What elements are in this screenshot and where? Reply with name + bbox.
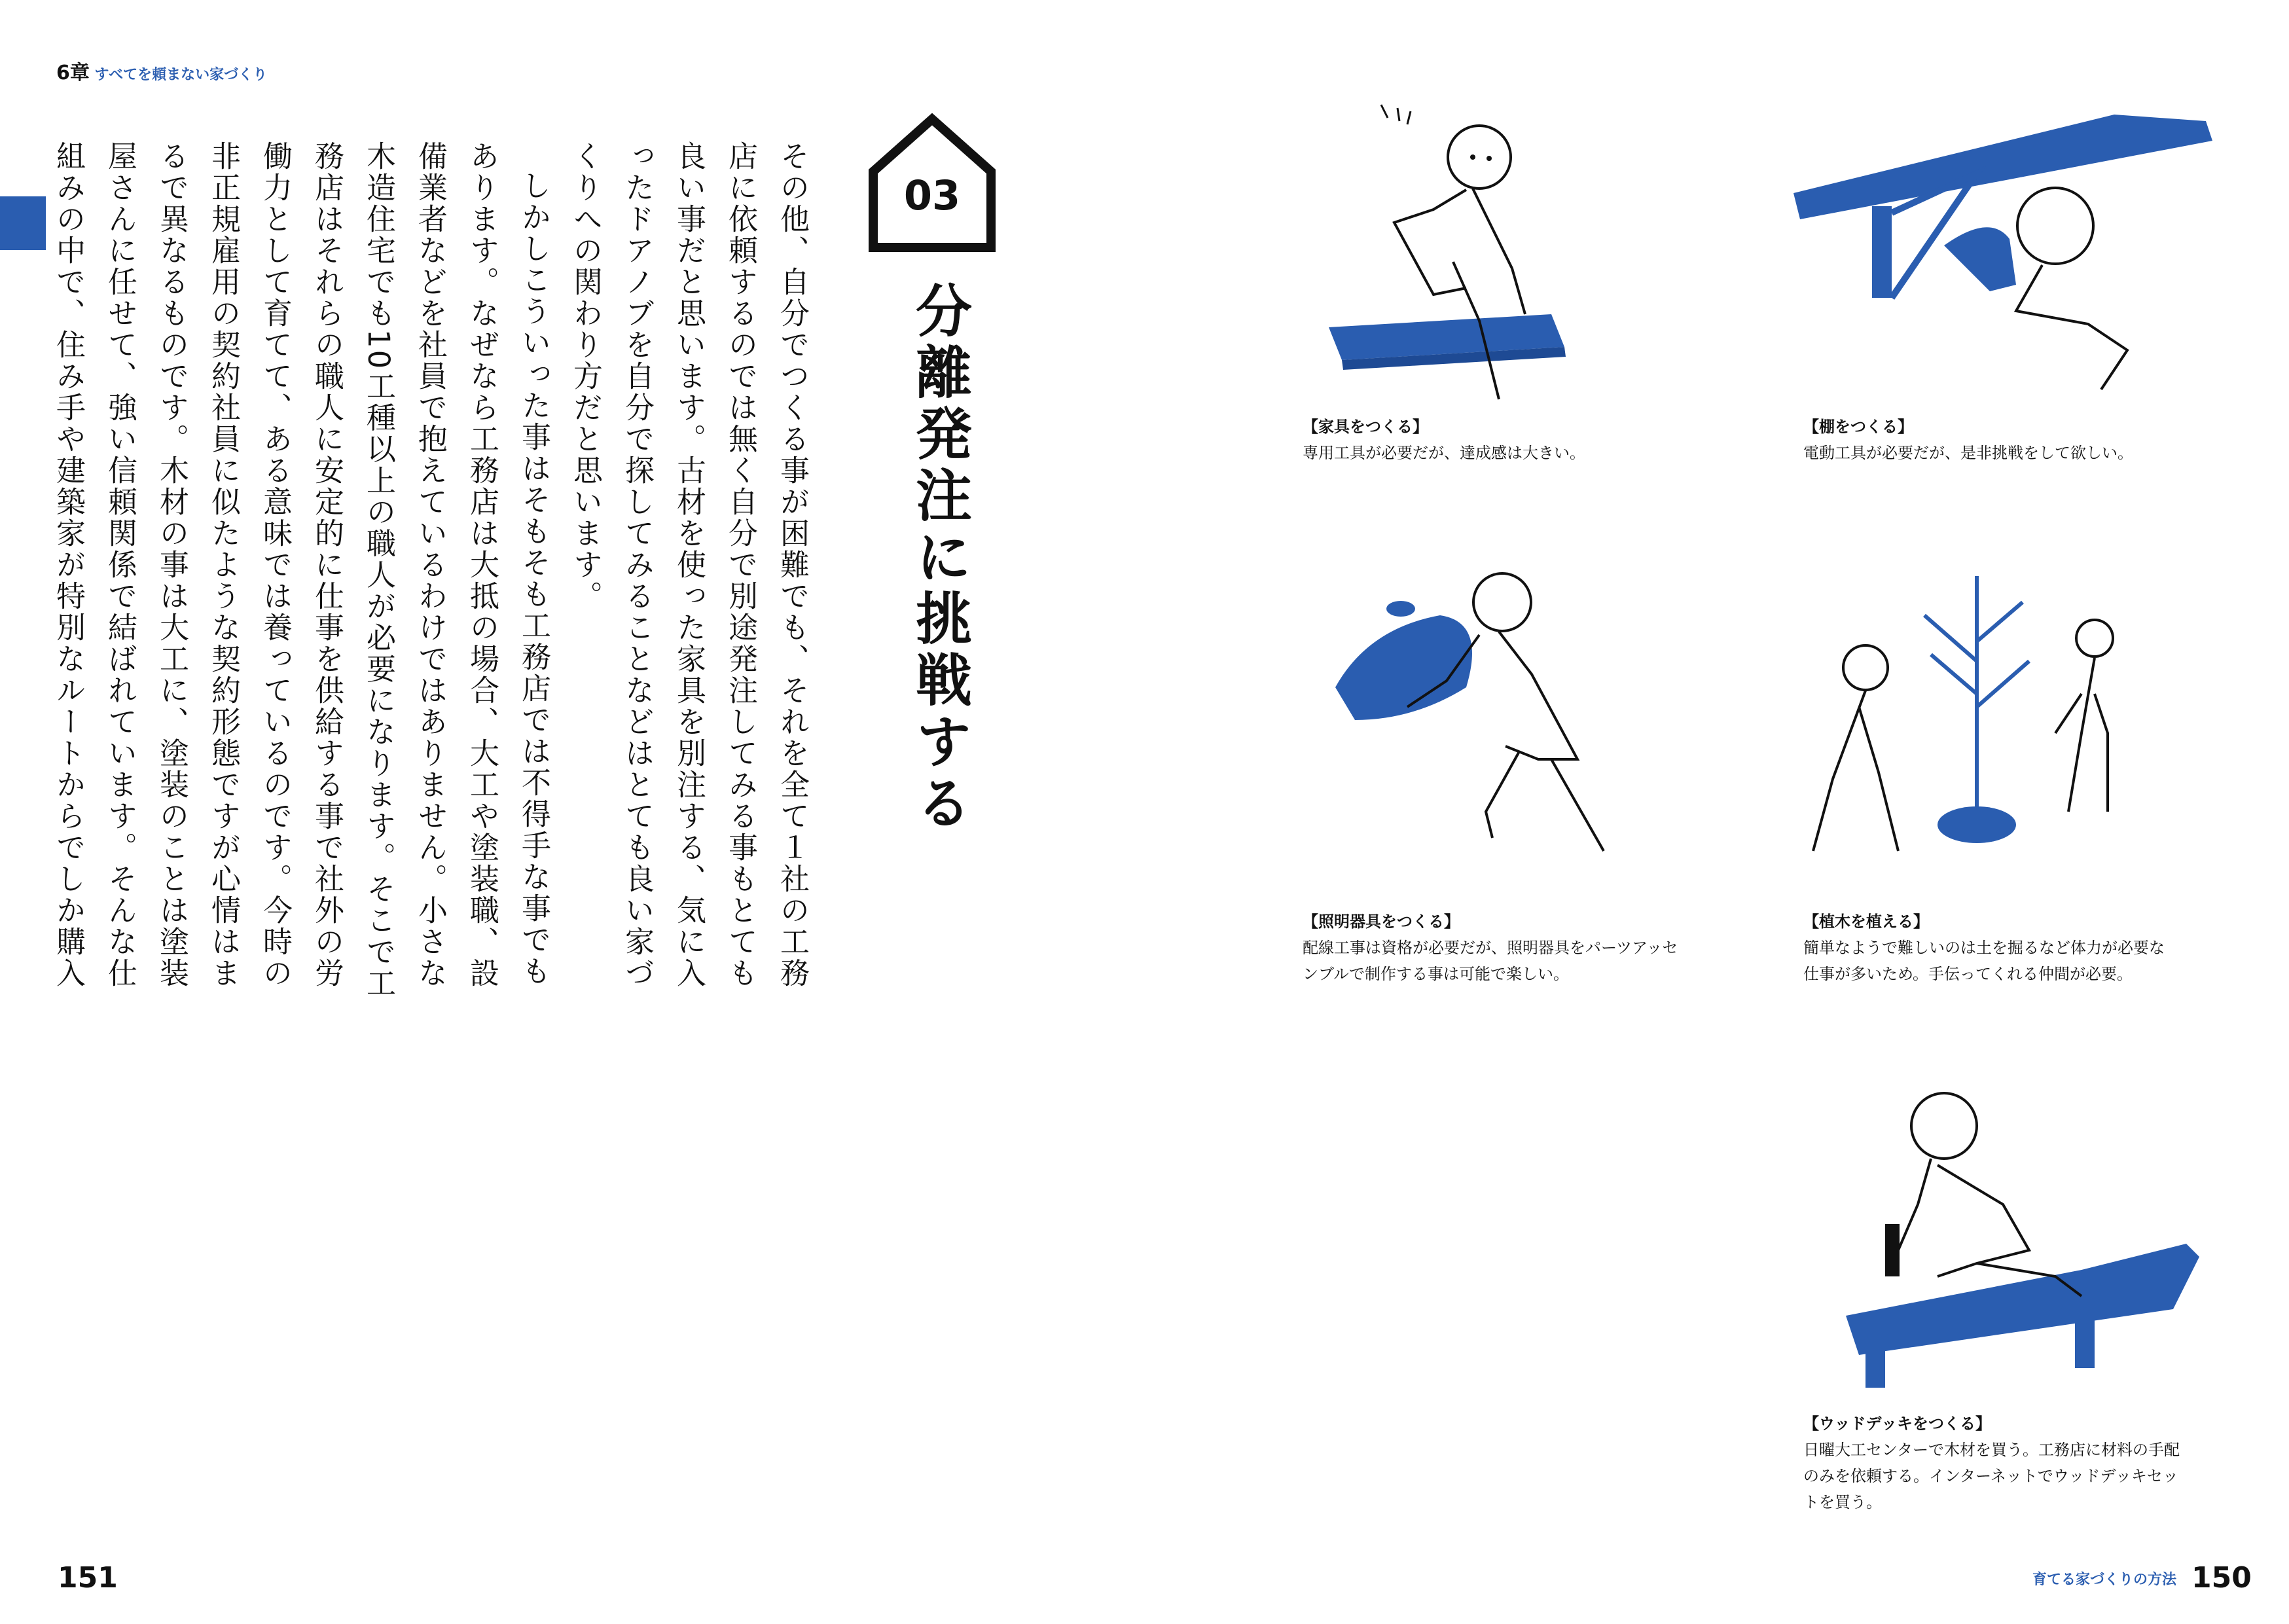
deck-illustration: [1833, 1080, 2199, 1394]
caption-title: 【照明器具をつくる】: [1303, 912, 1460, 931]
shelf-illustration: [1793, 115, 2212, 396]
caption-title: 【植木を植える】: [1803, 912, 1929, 931]
caption-text: 配線工事は資格が必要だが、照明器具をパーツアッセンブルで制作する事は可能で楽しい。: [1303, 939, 1678, 983]
section-number: 03: [903, 171, 961, 219]
section-title: 分離発注に挑戦する: [906, 281, 971, 835]
caption-text: 簡単なようで難しいのは土を掘るなど体力が必要な仕事が多いため。手伝ってくれる仲間が必要。: [1803, 939, 2165, 983]
body-text: [51, 141, 818, 1018]
caption-title: 【家具をつくる】: [1303, 418, 1428, 436]
caption-title: 【ウッドデッキをつくる】: [1803, 1415, 1992, 1433]
chapter-header: [56, 56, 267, 85]
chapter-tab: [0, 196, 46, 250]
body-paragraph-2: しかしこういった事はそもそも工務店では不得手な事でもあります。なぜなら工務店は大抵の場合、大工や塗装職、設備業者などを社員で抱えているわけではありません。小さな木造住宅でも10工種以上の職人が必要になります。そこで工務店はそれらの職人に安定的に仕事を供給する事で社外の労働力として育てて、ある意味では養っているのです。今時の非正規雇用の契約社員に似たような契約形態ですが心情はまるで異なるものです。木材の事は大工に、塗装のことは塗装屋さんに任せて、強い信頼関係で結ばれています。そんな仕組みの中で、住み手や建築家が特別なルートからでしか購入: [51, 141, 551, 1000]
caption-text: 専用工具が必要だが、達成感は大きい。: [1303, 444, 1585, 462]
caption-title: 【棚をつくる】: [1803, 418, 1913, 436]
caption-text: 日曜大工センターで木材を買う。工務店に材料の手配のみを依頼する。インターネットでウッドデッキセットを買う。: [1803, 1441, 2180, 1511]
caption-text: 電動工具が必要だが、是非挑戦をして欲しい。: [1803, 444, 2133, 462]
tree-illustration: [1793, 563, 2147, 903]
caption-lamp: [1303, 909, 1689, 987]
caption-shelf: [1803, 414, 2196, 466]
caption-deck: [1803, 1411, 2183, 1515]
chapter-number: 6章: [56, 62, 90, 84]
footer-section: 育てる家づくりの方法: [2032, 1572, 2177, 1588]
chapter-title: すべてを頼まない家づくり: [94, 67, 268, 83]
caption-furniture: [1303, 414, 1695, 466]
caption-tree: [1803, 909, 2170, 987]
body-paragraph-1: その他、自分でつくる事が困難でも、それを全て１社の工務店に依頼するのでは無く自分で別途発注してみる事もとても良い事だと思います。古材を使った家具を別注する、気に入ったドアノブを自分で探してみることなどはとても良い家づくりへの関わり方だと思います。: [568, 141, 810, 989]
page-number-right: 150: [2191, 1561, 2252, 1595]
page-number-left: 151: [58, 1561, 118, 1595]
furniture-illustration: [1316, 98, 1656, 406]
lamp-illustration: [1329, 563, 1669, 871]
